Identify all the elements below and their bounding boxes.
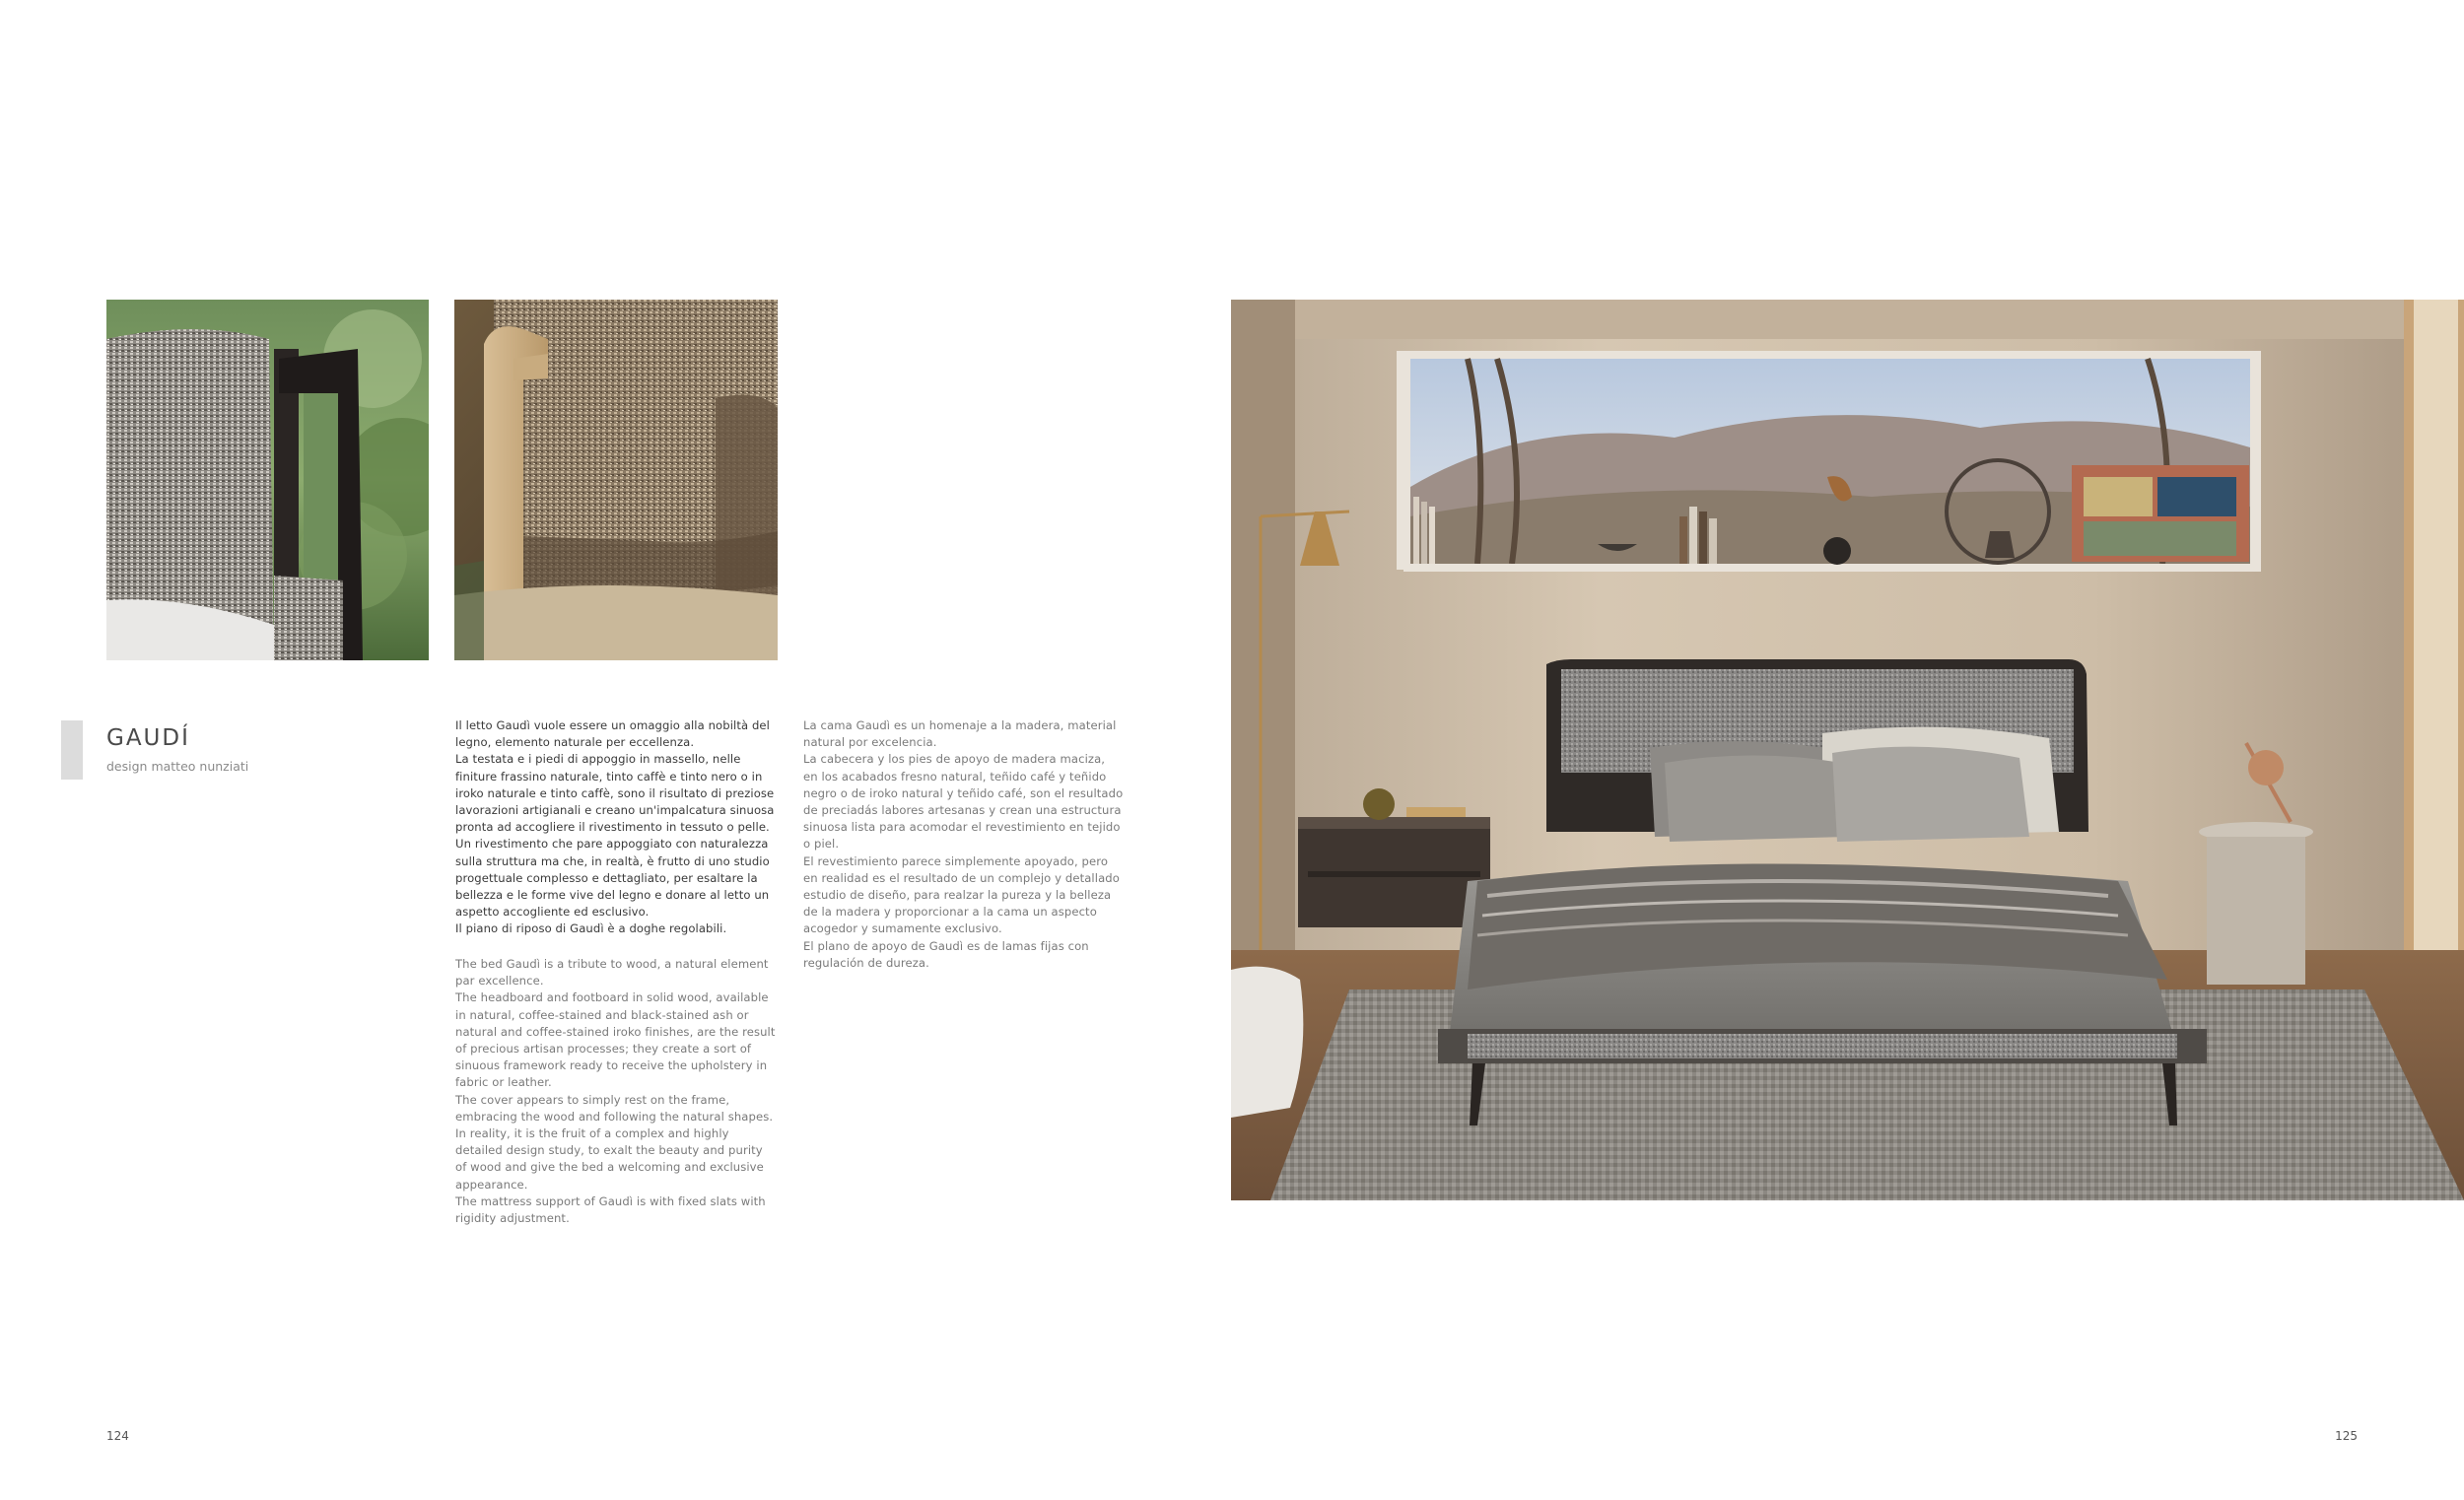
text-line: La testata e i piedi di appoggio in massello, nelle [455,752,741,767]
text-line: en los acabados fresno natural, teñido café y teñido [803,769,1107,784]
text-line: The cover appears to simply rest on the frame, [455,1092,730,1107]
text-line: of wood and give the bed a welcoming and exclusive [455,1160,764,1175]
text-line: rigidity adjustment. [455,1211,570,1226]
text-line: regulación de dureza. [803,955,929,970]
text-line: El plano de apoyo de Gaudì es de lamas fijas con [803,938,1089,953]
text-line: detailed design study, to exalt the beauty and purity [455,1143,763,1158]
text-line: en realidad es el resultado de un complejo y detallado [803,870,1120,885]
text-line: In reality, it is the fruit of a complex and highly [455,1126,729,1141]
text-line: of precious artisan processes; they create a sort of [455,1042,752,1057]
description-italian [455,717,781,938]
text-line: lavorazioni artigianali e creano un'impalcatura sinuosa [455,803,775,818]
text-line: The headboard and footboard in solid wood, available [455,990,769,1005]
text-line: The bed Gaudì is a tribute to wood, a natural element [455,957,769,971]
text-line: bellezza e le forme vive del legno e donare al letto un [455,888,770,903]
detail-photo-dark-frame [106,300,429,660]
description-english [455,956,781,1227]
title-accent-bar [61,720,83,780]
text-line: natural and coffee-stained iroko finishes, are the result [455,1024,776,1039]
text-line: par excellence. [455,974,544,989]
text-line: de la madera y proporcionar a la cama un aspecto [803,905,1097,920]
text-line: finiture frassino naturale, tinto caffè e tinto nero o in [455,769,763,784]
text-line: estudio de diseño, para realzar la pureza y la belleza [803,888,1112,903]
text-line: sulla struttura ma che, in realtà, è frutto di uno studio [455,853,770,868]
text-line: sinuosa lista para acomodar el revestimiento en tejido [803,820,1121,835]
text-line: pronta ad accogliere il rivestimento in tessuto o pelle. [455,820,770,835]
text-line: appearance. [455,1177,528,1192]
text-line: acogedor y sumamente exclusivo. [803,921,1002,936]
text-line: El revestimiento parece simplemente apoyado, pero [803,853,1109,868]
text-line: iroko naturale e tinto caffè, sono il risultato di preziose [455,785,775,800]
product-title: GAUDÍ [106,725,190,751]
detail-photo-natural-frame [454,300,778,660]
product-designer: design matteo nunziati [106,759,249,774]
text-line: Il letto Gaudì vuole essere un omaggio alla nobiltà del [455,718,770,732]
text-line: natural por excelencia. [803,735,937,750]
text-line: de preciadás labores artesanas y crean una estructura [803,803,1122,818]
text-line: legno, elemento naturale per eccellenza. [455,735,695,750]
text-line: sinuous framework ready to receive the upholstery in [455,1058,768,1073]
text-line: Un rivestimento che pare appoggiato con naturalezza [455,837,769,852]
text-line: The mattress support of Gaudì is with fixed slats with [455,1193,766,1208]
page-number-left: 124 [106,1429,129,1443]
text-line: in natural, coffee-stained and black-stained ash or [455,1007,749,1022]
text-line: progettuale complesso e dettagliato, per esaltare la [455,870,758,885]
text-line: fabric or leather. [455,1075,552,1090]
text-line: aspetto accogliente ed esclusivo. [455,905,650,920]
hero-bedroom-photo [1231,300,2464,1200]
text-line: La cabecera y los pies de apoyo de madera maciza, [803,752,1106,767]
page-number-right: 125 [2335,1429,2358,1443]
text-line: La cama Gaudì es un homenaje a la madera, material [803,718,1117,732]
description-spanish [803,717,1129,972]
text-line: o piel. [803,837,840,852]
text-line: negro o de iroko natural y teñido café, son el resultado [803,785,1124,800]
text-line: Il piano di riposo di Gaudì è a doghe regolabili. [455,921,727,936]
text-line: embracing the wood and following the natural shapes. [455,1109,774,1124]
